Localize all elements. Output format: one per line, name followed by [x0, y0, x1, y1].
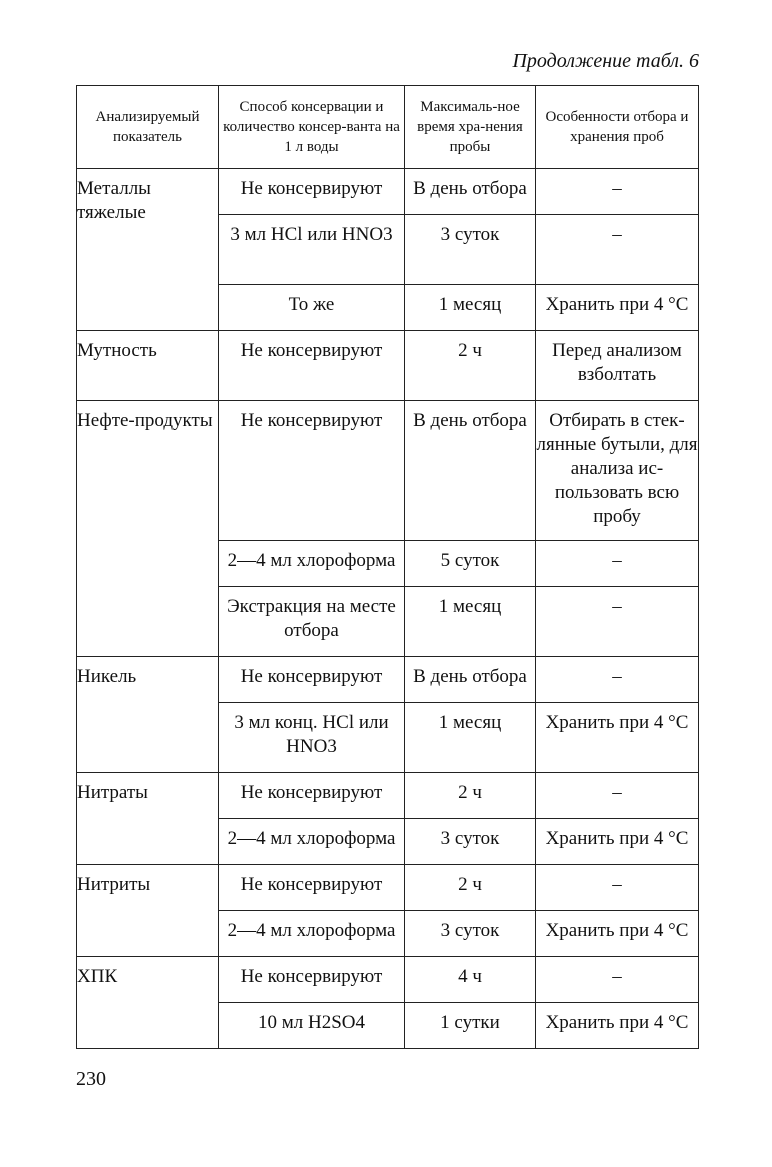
method-cell: То же	[219, 285, 405, 331]
time-cell: 3 суток	[405, 819, 536, 865]
notes-cell: –	[536, 587, 699, 657]
param-cell: Нитриты	[77, 865, 219, 957]
table-row	[77, 657, 699, 703]
param-cell: ХПК	[77, 957, 219, 1049]
time-cell: 1 месяц	[405, 587, 536, 657]
param-cell: Мутность	[77, 331, 219, 401]
method-cell: Не консервируют	[219, 957, 405, 1003]
method-cell: Не консервируют	[219, 773, 405, 819]
notes-cell: Хранить при 4 °С	[536, 911, 699, 957]
param-cell: Никель	[77, 657, 219, 773]
param-cell: Нитраты	[77, 773, 219, 865]
time-cell: В день отбора	[405, 169, 536, 215]
preservation-table	[76, 85, 699, 1049]
notes-cell: –	[536, 215, 699, 285]
table-row	[77, 401, 699, 541]
notes-cell: –	[536, 957, 699, 1003]
notes-cell: Отбирать в стек-лянные бутыли, для анализа ис-пользовать всю пробу	[536, 401, 699, 541]
method-cell: 3 мл конц. HCl или HNO3	[219, 703, 405, 773]
method-cell: 2—4 мл хлороформа	[219, 541, 405, 587]
table-row	[77, 957, 699, 1003]
notes-cell: Перед анализом взболтать	[536, 331, 699, 401]
table-row	[77, 169, 699, 215]
notes-cell: –	[536, 657, 699, 703]
time-cell: 2 ч	[405, 331, 536, 401]
notes-cell: –	[536, 169, 699, 215]
notes-cell: Хранить при 4 °С	[536, 1003, 699, 1049]
notes-cell: –	[536, 773, 699, 819]
header-notes: Особенности отбора и хранения проб	[536, 86, 699, 169]
notes-cell: –	[536, 541, 699, 587]
time-cell: В день отбора	[405, 401, 536, 541]
method-cell: 3 мл HCl или HNO3	[219, 215, 405, 285]
method-cell: Не консервируют	[219, 169, 405, 215]
param-cell: Металлы тяжелые	[77, 169, 219, 331]
notes-cell: Хранить при 4 °С	[536, 703, 699, 773]
method-cell: Не консервируют	[219, 331, 405, 401]
time-cell: 5 суток	[405, 541, 536, 587]
method-cell: Не консервируют	[219, 865, 405, 911]
method-cell: Экстракция на месте отбора	[219, 587, 405, 657]
time-cell: 1 месяц	[405, 703, 536, 773]
notes-cell: –	[536, 865, 699, 911]
header-time: Максималь-ное время хра-нения пробы	[405, 86, 536, 169]
time-cell: 1 сутки	[405, 1003, 536, 1049]
header-method: Способ консервации и количество консер-ванта на 1 л воды	[219, 86, 405, 169]
method-cell: 2—4 мл хлороформа	[219, 911, 405, 957]
table-row	[77, 773, 699, 819]
notes-cell: Хранить при 4 °С	[536, 819, 699, 865]
table-caption: Продолжение табл. 6	[512, 50, 699, 72]
param-cell: Нефте-продукты	[77, 401, 219, 657]
table-row	[77, 865, 699, 911]
time-cell: 1 месяц	[405, 285, 536, 331]
method-cell: 2—4 мл хлороформа	[219, 819, 405, 865]
table-row	[77, 331, 699, 401]
header-param: Анализируемый показатель	[77, 86, 219, 169]
notes-cell: Хранить при 4 °С	[536, 285, 699, 331]
method-cell: 10 мл H2SO4	[219, 1003, 405, 1049]
page-number: 230	[76, 1068, 106, 1090]
time-cell: 2 ч	[405, 865, 536, 911]
time-cell: 3 суток	[405, 911, 536, 957]
method-cell: Не консервируют	[219, 657, 405, 703]
table-header-row	[77, 86, 699, 169]
time-cell: В день отбора	[405, 657, 536, 703]
method-cell: Не консервируют	[219, 401, 405, 541]
time-cell: 3 суток	[405, 215, 536, 285]
time-cell: 4 ч	[405, 957, 536, 1003]
time-cell: 2 ч	[405, 773, 536, 819]
